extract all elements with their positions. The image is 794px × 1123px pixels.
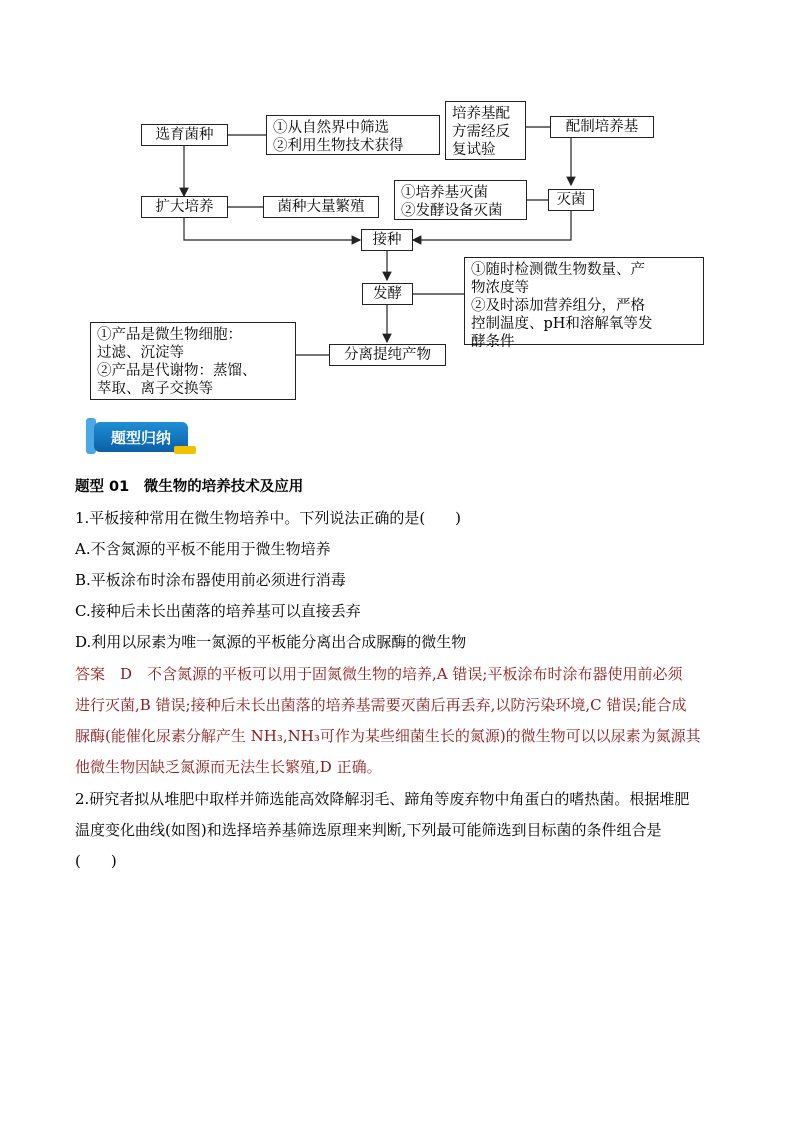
q1-answer-line-2: 进行灭菌,B 错误;接种后未长出菌落的培养基需要灭菌后再丢弃,以防污染环境,C 错误;能合成 bbox=[75, 696, 687, 714]
product-note-1: ①产品是微生物细胞： bbox=[97, 327, 242, 343]
q1-option-b: B.平板涂布时涂布器使用前必须进行消毒 bbox=[75, 571, 346, 589]
product-notes-box bbox=[90, 322, 296, 400]
q2-line-1: 2.研究者拟从堆肥中取样并筛选能高效降解羽毛、蹄角等废弃物中角蛋白的嗜热菌。根据堆肥 bbox=[75, 790, 690, 808]
q2-line-2: 温度变化曲线(如图)和选择培养基筛选原理来判断,下列最可能筛选到目标菌的条件组合是 bbox=[75, 821, 662, 839]
ferment-note-4: 控制温度、pH和溶解氧等发 bbox=[471, 316, 653, 332]
medium-trial-line-3: 复试验 bbox=[452, 142, 496, 158]
q1-answer-line-1: 答案 D 不含氮源的平板可以用于固氮微生物的培养,A 错误;平板涂布时涂布器使用前必须 bbox=[75, 665, 683, 683]
select-method-1: ①从自然界中筛选 bbox=[273, 120, 389, 136]
product-note-4: 萃取、离子交换等 bbox=[97, 381, 213, 397]
sterilize-note-1: ①培养基灭菌 bbox=[401, 185, 488, 201]
product-note-2: 过滤、沉淀等 bbox=[97, 345, 184, 361]
section-title: 题型 01 微生物的培养技术及应用 bbox=[75, 479, 304, 495]
inoculate-box: 接种 bbox=[361, 229, 413, 251]
sterilize-note-2: ②发酵设备灭菌 bbox=[401, 203, 503, 219]
product-note-3: ②产品是代谢物：蒸馏、 bbox=[97, 363, 257, 379]
ferment-notes-box bbox=[464, 257, 704, 350]
ferment-note-1: ①随时检测微生物数量、产 bbox=[471, 262, 645, 278]
q1-stem: 1.平板接种常用在微生物培养中。下列说法正确的是( ) bbox=[75, 509, 462, 527]
ferment-note-5: 酵条件 bbox=[471, 334, 515, 350]
ferment-note-2: 物浓度等 bbox=[471, 280, 529, 296]
select-methods-box bbox=[266, 115, 440, 155]
q1-answer-line-3: 脲酶(能催化尿素分解产生 NH₃,NH₃可作为某些细菌生长的氮源)的微生物可以以尿素为氮源其 bbox=[75, 727, 701, 745]
question-type-badge bbox=[80, 416, 202, 458]
ferment-box: 发酵 bbox=[362, 283, 413, 305]
q1-answer-line-4: 他微生物因缺乏氮源而无法生长繁殖,D 正确。 bbox=[75, 758, 382, 776]
q2-line-3: ( ) bbox=[75, 852, 117, 870]
select-method-2: ②利用生物技术获得 bbox=[273, 138, 404, 154]
separate-product-box: 分离提纯产物 bbox=[329, 344, 446, 366]
ferment-note-3: ②及时添加营养组分，严格 bbox=[471, 298, 645, 314]
expand-culture-box: 扩大培养 bbox=[141, 196, 228, 218]
mass-breeding-box: 菌种大量繁殖 bbox=[263, 196, 379, 218]
select-strain-box: 选育菌种 bbox=[141, 124, 228, 146]
medium-trial-line-1: 培养基配 bbox=[452, 106, 510, 122]
medium-trial-box bbox=[445, 101, 526, 160]
medium-trial-line-2: 方需经反 bbox=[452, 124, 510, 140]
badge-label: 题型归纳 bbox=[110, 428, 171, 447]
prepare-medium-box: 配制培养基 bbox=[550, 116, 654, 138]
sterilize-notes-box bbox=[394, 180, 527, 220]
q1-option-d: D.利用以尿素为唯一氮源的平板能分离出合成脲酶的微生物 bbox=[75, 633, 467, 651]
q1-option-a: A.不含氮源的平板不能用于微生物培养 bbox=[75, 540, 331, 558]
q1-option-c: C.接种后未长出菌落的培养基可以直接丢弃 bbox=[75, 602, 361, 620]
sterilize-box: 灭菌 bbox=[548, 189, 594, 211]
fermentation-flow-diagram bbox=[0, 0, 794, 410]
